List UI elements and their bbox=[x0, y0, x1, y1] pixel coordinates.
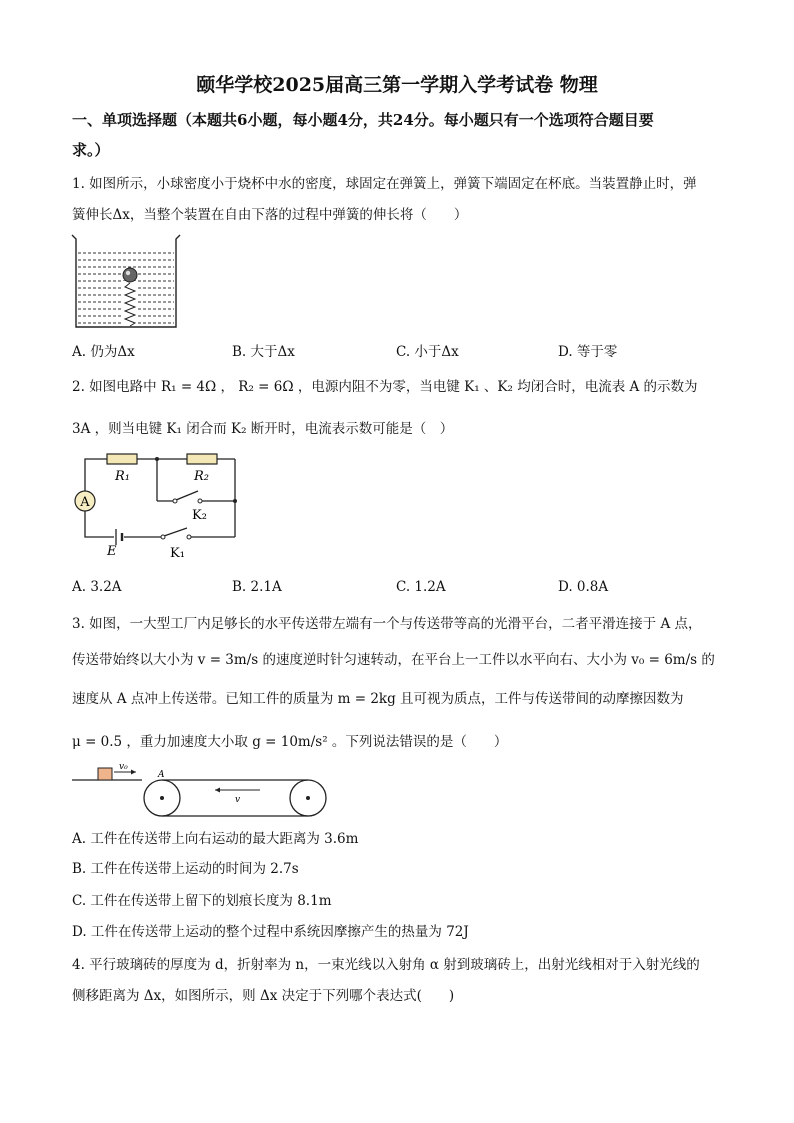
conveyor-figure bbox=[70, 758, 330, 818]
section-heading-line2: 求。） bbox=[72, 141, 110, 159]
section-heading bbox=[72, 105, 722, 165]
v0-label: v₀ bbox=[119, 762, 128, 772]
q1-option-d[interactable]: D. 等于零 bbox=[558, 344, 618, 360]
q3-line4: μ = 0.5 ，重力加速度大小取 g = 10m/s² 。下列说法错误的是（ ） bbox=[72, 734, 508, 750]
q4-line1: 4. 平行玻璃砖的厚度为 d，折射率为 n，一束光线以入射角 α 射到玻璃砖上，出射光线相对于入射光线的 bbox=[72, 957, 700, 973]
section-heading-line1: 一、单项选择题（本题共6小题，每小题4分，共24分。每小题只有一个选项符合题目要 bbox=[72, 111, 654, 129]
q3-line1: 3. 如图，一大型工厂内足够长的水平传送带左端有一个与传送带等高的光滑平台，二者平滑连接于 A 点， bbox=[72, 616, 702, 632]
resistor-r2 bbox=[187, 454, 217, 464]
workpiece-block bbox=[98, 768, 112, 780]
q2-option-c[interactable]: C. 1.2A bbox=[396, 579, 446, 595]
e-label: E bbox=[107, 544, 117, 559]
q4-line2: 侧移距离为 Δx，如图所示，则 Δx 决定于下列哪个表达式( ) bbox=[72, 988, 455, 1004]
q2-line1: 2. 如图电路中 R₁ = 4Ω ， R₂ = 6Ω ，电源内阻不为零，当电键 K₁ 、K₂ 均闭合时，电流表 A 的示数为 bbox=[72, 379, 698, 395]
q1-option-b[interactable]: B. 大于Δx bbox=[232, 344, 295, 360]
q1-option-a[interactable]: A. 仍为Δx bbox=[72, 344, 135, 360]
q3-option-a[interactable]: A. 工件在传送带上向右运动的最大距离为 3.6m bbox=[72, 831, 359, 847]
q3-line3: 速度从 A 点冲上传送带。已知工件的质量为 m = 2kg 且可视为质点，工件与传送带间的动摩擦因数为 bbox=[72, 691, 684, 707]
ammeter-label: A bbox=[80, 495, 90, 510]
q1-line2: 簧伸长Δx，当整个装置在自由下落的过程中弹簧的伸长将（ ） bbox=[72, 207, 468, 223]
q1-option-c[interactable]: C. 小于Δx bbox=[396, 344, 459, 360]
q2-option-b[interactable]: B. 2.1A bbox=[232, 579, 282, 595]
circuit-figure bbox=[72, 449, 242, 569]
q3-option-d[interactable]: D. 工件在传送带上运动的整个过程中系统因摩擦产生的热量为 72J bbox=[72, 924, 469, 940]
r2-label: R₂ bbox=[194, 469, 209, 484]
a-point-label: A bbox=[158, 770, 165, 780]
k1-label: K₁ bbox=[170, 546, 185, 561]
q1-line1: 1. 如图所示，小球密度小于烧杯中水的密度，球固定在弹簧上，弹簧下端固定在杯底。当装置静止时，弹 bbox=[72, 176, 697, 192]
v-label: v bbox=[235, 795, 241, 805]
q3-option-c[interactable]: C. 工件在传送带上留下的划痕长度为 8.1m bbox=[72, 893, 332, 909]
q3-option-b[interactable]: B. 工件在传送带上运动的时间为 2.7s bbox=[72, 861, 299, 877]
exam-title: 颐华学校2025届高三第一学期入学考试卷 物理 bbox=[196, 74, 598, 96]
q2-option-a[interactable]: A. 3.2A bbox=[72, 579, 122, 595]
r1-label: R₁ bbox=[115, 469, 130, 484]
q3-line2: 传送带始终以大小为 v = 3m/s 的速度逆时针匀速转动，在平台上一工件以水平向右、大小为 v₀ = 6m/s 的 bbox=[72, 652, 715, 668]
ball-icon bbox=[123, 268, 137, 282]
k2-label: K₂ bbox=[192, 508, 207, 523]
q2-option-d[interactable]: D. 0.8A bbox=[558, 579, 609, 595]
beaker-figure bbox=[70, 233, 182, 329]
q2-line2: 3A ，则当电键 K₁ 闭合而 K₂ 断开时，电流表示数可能是（ ） bbox=[72, 421, 454, 437]
resistor-r1 bbox=[107, 454, 137, 464]
